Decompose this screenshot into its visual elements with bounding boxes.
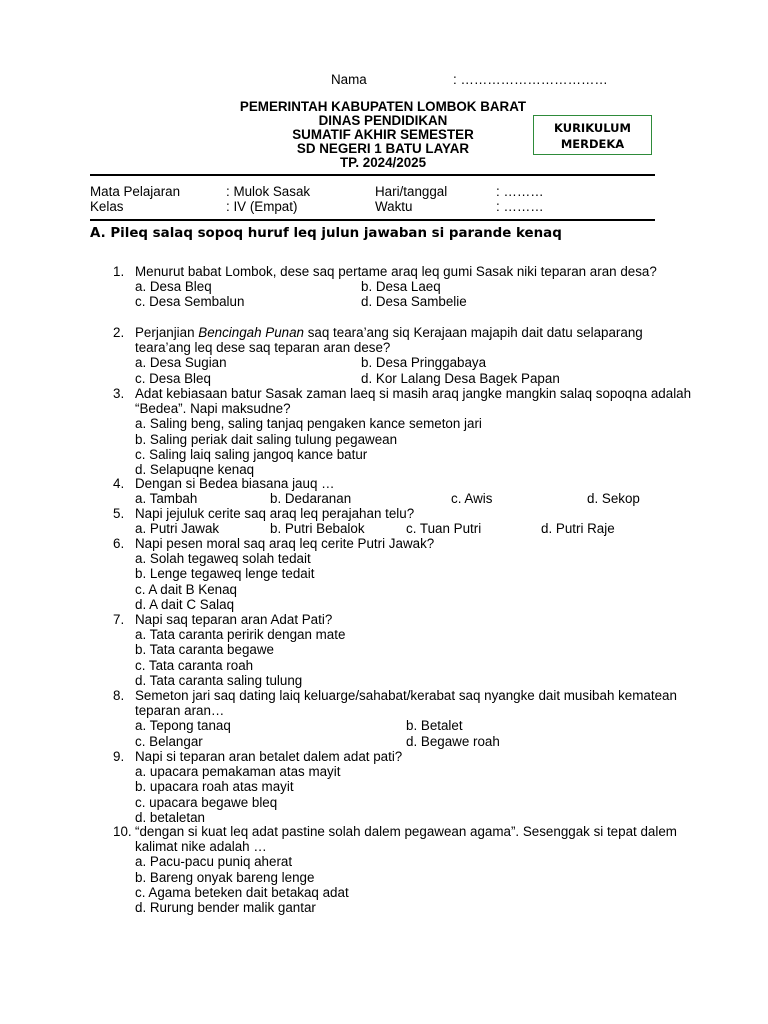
option-c: c. Agama beteken dait betakaq adat	[135, 884, 349, 900]
question-number: 4.	[113, 476, 125, 491]
question-3	[113, 386, 693, 477]
option-a: a. Tambah	[135, 491, 198, 507]
question-9	[113, 749, 693, 825]
option-a: a. Pacu-pacu puniq aherat	[135, 854, 293, 870]
question-text: Napi jejuluk cerite saq araq leq perajahan telu?	[135, 506, 415, 521]
option-c: c. upacara begawe bleq	[135, 794, 278, 810]
option-b: b. upacara roah atas mayit	[135, 779, 294, 795]
question-number: 6.	[113, 536, 125, 551]
option-d: d. Rurung bender malik gantar	[135, 899, 316, 915]
option-c: c. Desa Sembalun	[135, 294, 245, 310]
header-divider	[90, 174, 655, 176]
option-b: b. Desa Pringgabaya	[361, 355, 487, 371]
question-text-emphasis: Bencingah Punan	[198, 325, 305, 340]
question-number: 7.	[113, 612, 125, 627]
option-b: b. Saling periak dait saling tulung pegawean	[135, 431, 398, 447]
option-c: c. Saling laiq saling jangoq kance batur	[135, 446, 368, 462]
waktu-value: : ………	[496, 199, 544, 214]
question-text: Napi si teparan aran betalet dalem adat pati?	[135, 749, 403, 764]
option-b: b. Bareng onyak bareng lenge	[135, 869, 315, 885]
question-number: 5.	[113, 506, 125, 521]
option-c: c. Tata caranta roah	[135, 657, 254, 673]
question-1	[113, 264, 693, 310]
option-d: d. betaletan	[135, 809, 205, 825]
question-text: Napi pesen moral saq araq leq cerite Putri Jawak?	[135, 536, 435, 551]
question-number: 10.	[113, 824, 132, 839]
mapel-value: : Mulok Sasak	[226, 184, 311, 199]
question-text: Dengan si Bedea biasana jauq …	[135, 476, 335, 491]
badge-line-1: KURIKULUM	[554, 121, 631, 135]
question-number: 8.	[113, 688, 125, 703]
option-b: b. Desa Laeq	[361, 279, 441, 295]
hari-label: Hari/tanggal	[375, 184, 448, 199]
question-8	[113, 688, 693, 749]
question-text: Napi saq teparan aran Adat Pati?	[135, 612, 333, 627]
question-text: Menurut babat Lombok, dese saq pertame araq leq gumi Sasak niki teparan aran desa?	[135, 264, 657, 279]
option-a: a. Putri Jawak	[135, 521, 220, 537]
option-c: c. Awis	[451, 491, 493, 507]
question-7	[113, 612, 693, 688]
option-d: d. Tata caranta saling tulung	[135, 672, 303, 688]
option-b: b. Lenge tegaweq lenge tedait	[135, 566, 315, 582]
question-number: 2.	[113, 325, 125, 340]
option-a: a. Solah tegaweq solah tedait	[135, 551, 311, 567]
nama-label: Nama	[331, 72, 367, 87]
question-text	[135, 325, 693, 355]
option-a: a. Desa Bleq	[135, 279, 212, 295]
question-text: “dengan si kuat leq adat pastine solah dalem pegawean agama”. Sesenggak si tepat dalem kalimat nike adalah …	[135, 824, 677, 855]
question-text: Semeton jari saq dating laiq keluarge/sahabat/kerabat saq nyangke dait musibah kematean teparan aran…	[135, 688, 677, 719]
option-c: c. Tuan Putri	[406, 521, 482, 537]
option-b: b. Putri Bebalok	[270, 521, 365, 537]
question-text: Adat kebiasaan batur Sasak zaman laeq si masih araq jangke mangkin salaq sopoqna adalah “Bedea”. Napi maksudne?	[135, 386, 692, 417]
question-10	[113, 824, 693, 915]
option-a: a. Desa Sugian	[135, 355, 227, 371]
option-d: d. Kor Lalang Desa Bagek Papan	[361, 370, 560, 386]
question-number: 1.	[113, 264, 125, 279]
option-b: b. Tata caranta begawe	[135, 642, 274, 658]
header-line-3: SUMATIF AKHIR SEMESTER	[292, 127, 474, 142]
mapel-label: Mata Pelajaran	[90, 184, 181, 199]
question-number: 3.	[113, 386, 125, 401]
option-d: d. A dait C Salaq	[135, 596, 235, 612]
nama-field: : ……………………………	[453, 72, 608, 87]
option-a: a. Tata caranta peririk dengan mate	[135, 627, 346, 643]
header-line-2: DINAS PENDIDIKAN	[318, 113, 448, 128]
info-divider	[90, 219, 655, 221]
option-d: d. Putri Raje	[541, 521, 615, 537]
question-6	[113, 536, 693, 612]
section-a-heading: A. Pileq salaq sopoq huruf leq julun jawaban si parande kenaq	[90, 226, 562, 241]
badge-line-2: MERDEKA	[560, 137, 625, 151]
option-d: d. Desa Sambelie	[361, 294, 467, 310]
option-d: d. Begawe roah	[406, 733, 500, 749]
option-a: a. Tepong tanaq	[135, 718, 231, 734]
option-a: a. upacara pemakaman atas mayit	[135, 764, 341, 780]
question-2	[113, 325, 693, 386]
question-5	[113, 506, 693, 536]
kelas-value: : IV (Empat)	[226, 199, 298, 214]
option-a: a. Saling beng, saling tanjaq pengaken kance semeton jari	[135, 416, 482, 432]
question-text-pre: Perjanjian	[135, 325, 199, 340]
curriculum-badge	[533, 115, 652, 155]
option-c: c. Desa Bleq	[135, 370, 211, 386]
kelas-label: Kelas	[90, 199, 124, 214]
header-line-4: SD NEGERI 1 BATU LAYAR	[296, 141, 470, 156]
header-line-5: TP. 2024/2025	[339, 155, 427, 170]
hari-value: : ………	[496, 184, 544, 199]
option-b: b. Dedaranan	[270, 491, 352, 507]
waktu-label: Waktu	[375, 199, 413, 214]
option-c: c. A dait B Kenaq	[135, 581, 237, 597]
option-c: c. Belangar	[135, 733, 203, 749]
option-d: d. Selapuqne kenaq	[135, 461, 255, 477]
header-line-1: PEMERINTAH KABUPATEN LOMBOK BARAT	[239, 99, 527, 114]
option-b: b. Betalet	[406, 718, 463, 734]
question-number: 9.	[113, 749, 125, 764]
question-4	[113, 476, 693, 506]
option-d: d. Sekop	[587, 491, 640, 507]
question-text-post: saq teara’ang siq Kerajaan majapih dait datu selaparang teara’ang leq dese saq teparan aran dese?	[135, 325, 643, 356]
